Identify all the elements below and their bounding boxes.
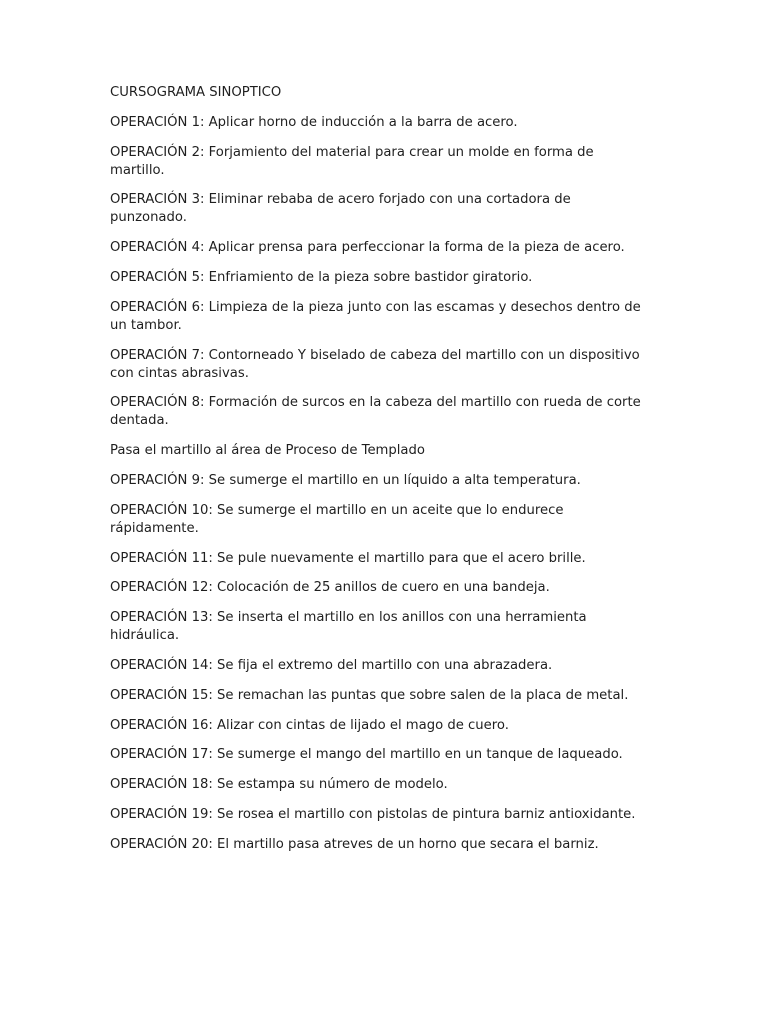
paragraph-operacion-4: OPERACIÓN 4: Aplicar prensa para perfeccionar la forma de la pieza de acero. <box>110 240 625 256</box>
paragraph-operacion-11: OPERACIÓN 11: Se pule nuevamente el martillo para que el acero brille. <box>110 550 586 566</box>
paragraph-operacion-18: OPERACIÓN 18: Se estampa su número de modelo. <box>110 777 448 793</box>
paragraph-operacion-1: OPERACIÓN 1: Aplicar horno de inducción a la barra de acero. <box>110 114 518 130</box>
paragraph-operacion-6: OPERACIÓN 6: Limpieza de la pieza junto con las escamas y desechos dentro de un tambor. <box>110 299 641 333</box>
paragraph-operacion-17: OPERACIÓN 17: Se sumerge el mango del martillo en un tanque de laqueado. <box>110 747 623 763</box>
paragraph-operacion-9: OPERACIÓN 9: Se sumerge el martillo en un líquido a alta temperatura. <box>110 472 581 488</box>
paragraph-operacion-7: OPERACIÓN 7: Contorneado Y biselado de cabeza del martillo con un dispositivo con cintas abrasivas. <box>110 347 640 381</box>
paragraph-operacion-8: OPERACIÓN 8: Formación de surcos en la cabeza del martillo con rueda de corte dentada. <box>110 395 641 429</box>
paragraph-operacion-10: OPERACIÓN 10: Se sumerge el martillo en un aceite que lo endurece rápidamente. <box>110 502 564 536</box>
document-title: CURSOGRAMA SINOPTICO <box>110 85 282 100</box>
paragraph-operacion-14: OPERACIÓN 14: Se fija el extremo del martillo con una abrazadera. <box>110 657 553 673</box>
paragraph-templado-transition: Pasa el martillo al área de Proceso de Templado <box>110 443 425 459</box>
paragraph-operacion-12: OPERACIÓN 12: Colocación de 25 anillos de cuero en una bandeja. <box>110 580 550 596</box>
paragraph-operacion-13: OPERACIÓN 13: Se inserta el martillo en los anillos con una herramienta hidráulica. <box>110 610 587 644</box>
paragraph-operacion-16: OPERACIÓN 16: Alizar con cintas de lijado el mago de cuero. <box>110 717 509 733</box>
paragraph-operacion-3: OPERACIÓN 3: Eliminar rebaba de acero forjado con una cortadora de punzonado. <box>110 192 571 226</box>
document-page <box>110 84 650 866</box>
paragraph-operacion-15: OPERACIÓN 15: Se remachan las puntas que sobre salen de la placa de metal. <box>110 687 629 703</box>
paragraph-operacion-5: OPERACIÓN 5: Enfriamiento de la pieza sobre bastidor giratorio. <box>110 269 533 285</box>
paragraph-operacion-2: OPERACIÓN 2: Forjamiento del material para crear un molde en forma de martillo. <box>110 144 594 178</box>
paragraph-operacion-20: OPERACIÓN 20: El martillo pasa atreves de un horno que secara el barniz. <box>110 836 599 852</box>
paragraph-operacion-19: OPERACIÓN 19: Se rosea el martillo con pistolas de pintura barniz antioxidante. <box>110 806 636 822</box>
